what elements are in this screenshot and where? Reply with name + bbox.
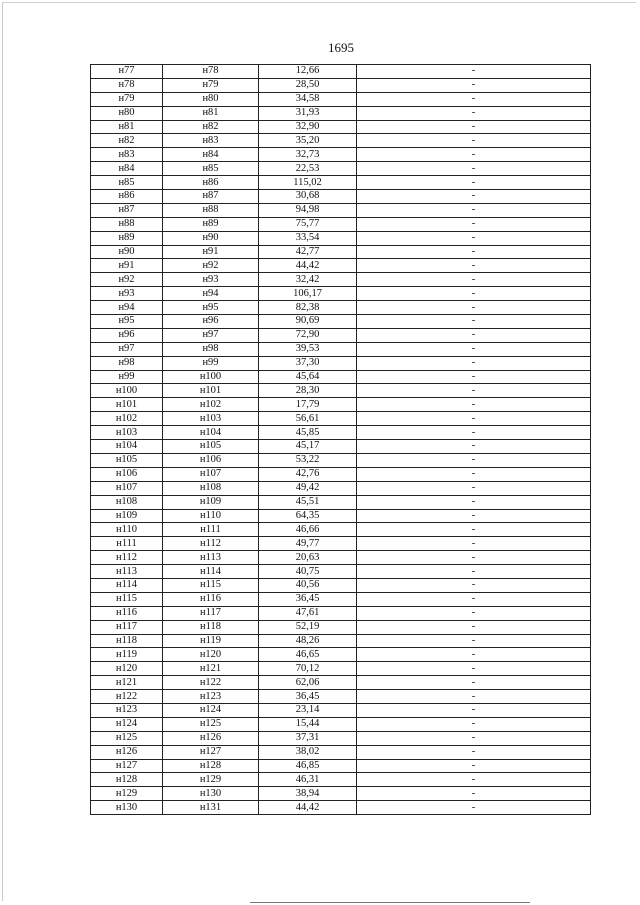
table-row (91, 759, 591, 773)
from-point-cell: н79 (91, 92, 163, 106)
from-point-cell: н125 (91, 731, 163, 745)
from-point-cell: н118 (91, 634, 163, 648)
length-cell: 115,02 (259, 176, 357, 190)
to-point-cell: н84 (163, 148, 259, 162)
length-cell: 30,68 (259, 190, 357, 204)
to-point-cell: н100 (163, 370, 259, 384)
table-row (91, 495, 591, 509)
note-cell: - (357, 467, 591, 481)
note-cell: - (357, 148, 591, 162)
note-cell: - (357, 787, 591, 801)
from-point-cell: н96 (91, 328, 163, 342)
table-row (91, 301, 591, 315)
from-point-cell: н124 (91, 717, 163, 731)
length-cell: 40,56 (259, 578, 357, 592)
note-cell: - (357, 65, 591, 79)
length-cell: 45,51 (259, 495, 357, 509)
table-row (91, 273, 591, 287)
from-point-cell: н116 (91, 606, 163, 620)
to-point-cell: н119 (163, 634, 259, 648)
to-point-cell: н78 (163, 65, 259, 79)
from-point-cell: н129 (91, 787, 163, 801)
table-row (91, 537, 591, 551)
table-row (91, 426, 591, 440)
to-point-cell: н94 (163, 287, 259, 301)
length-cell: 32,90 (259, 120, 357, 134)
note-cell: - (357, 426, 591, 440)
to-point-cell: н109 (163, 495, 259, 509)
from-point-cell: н128 (91, 773, 163, 787)
from-point-cell: н126 (91, 745, 163, 759)
length-cell: 37,30 (259, 356, 357, 370)
table-row (91, 745, 591, 759)
page-number: 1695 (328, 40, 354, 55)
to-point-cell: н114 (163, 565, 259, 579)
note-cell: - (357, 662, 591, 676)
note-cell: - (357, 620, 591, 634)
length-cell: 34,58 (259, 92, 357, 106)
table-row (91, 648, 591, 662)
note-cell: - (357, 190, 591, 204)
footer-line (250, 902, 530, 903)
table-row (91, 162, 591, 176)
table-row (91, 134, 591, 148)
from-point-cell: н117 (91, 620, 163, 634)
from-point-cell: н78 (91, 78, 163, 92)
from-point-cell: н103 (91, 426, 163, 440)
to-point-cell: н123 (163, 690, 259, 704)
note-cell: - (357, 578, 591, 592)
length-cell: 36,45 (259, 592, 357, 606)
table-row (91, 203, 591, 217)
note-cell: - (357, 162, 591, 176)
table-row (91, 412, 591, 426)
length-cell: 82,38 (259, 301, 357, 315)
note-cell: - (357, 259, 591, 273)
note-cell: - (357, 606, 591, 620)
note-cell: - (357, 731, 591, 745)
to-point-cell: н117 (163, 606, 259, 620)
from-point-cell: н92 (91, 273, 163, 287)
from-point-cell: н90 (91, 245, 163, 259)
note-cell: - (357, 398, 591, 412)
table-row (91, 467, 591, 481)
from-point-cell: н95 (91, 315, 163, 329)
table-row (91, 245, 591, 259)
table-row (91, 787, 591, 801)
length-cell: 42,76 (259, 467, 357, 481)
from-point-cell: н104 (91, 440, 163, 454)
note-cell: - (357, 342, 591, 356)
length-cell: 32,42 (259, 273, 357, 287)
to-point-cell: н93 (163, 273, 259, 287)
to-point-cell: н107 (163, 467, 259, 481)
length-cell: 42,77 (259, 245, 357, 259)
from-point-cell: н99 (91, 370, 163, 384)
to-point-cell: н126 (163, 731, 259, 745)
table-row (91, 370, 591, 384)
note-cell: - (357, 328, 591, 342)
note-cell: - (357, 676, 591, 690)
to-point-cell: н85 (163, 162, 259, 176)
length-cell: 106,17 (259, 287, 357, 301)
note-cell: - (357, 134, 591, 148)
length-cell: 38,94 (259, 787, 357, 801)
length-cell: 94,98 (259, 203, 357, 217)
length-cell: 37,31 (259, 731, 357, 745)
note-cell: - (357, 315, 591, 329)
to-point-cell: н124 (163, 703, 259, 717)
note-cell: - (357, 773, 591, 787)
length-cell: 38,02 (259, 745, 357, 759)
table-row (91, 509, 591, 523)
from-point-cell: н106 (91, 467, 163, 481)
note-cell: - (357, 384, 591, 398)
table-row (91, 578, 591, 592)
from-point-cell: н113 (91, 565, 163, 579)
to-point-cell: н83 (163, 134, 259, 148)
table-row (91, 106, 591, 120)
length-cell: 15,44 (259, 717, 357, 731)
length-cell: 45,64 (259, 370, 357, 384)
to-point-cell: н104 (163, 426, 259, 440)
to-point-cell: н118 (163, 620, 259, 634)
table-row (91, 384, 591, 398)
note-cell: - (357, 648, 591, 662)
table-row (91, 440, 591, 454)
coordinates-table (90, 64, 591, 815)
to-point-cell: н113 (163, 551, 259, 565)
to-point-cell: н111 (163, 523, 259, 537)
length-cell: 49,77 (259, 537, 357, 551)
length-cell: 46,85 (259, 759, 357, 773)
note-cell: - (357, 717, 591, 731)
from-point-cell: н107 (91, 481, 163, 495)
from-point-cell: н119 (91, 648, 163, 662)
length-cell: 72,90 (259, 328, 357, 342)
length-cell: 32,73 (259, 148, 357, 162)
note-cell: - (357, 801, 591, 815)
note-cell: - (357, 592, 591, 606)
table-body (91, 65, 591, 815)
table-row (91, 690, 591, 704)
length-cell: 52,19 (259, 620, 357, 634)
table-row (91, 120, 591, 134)
length-cell: 44,42 (259, 259, 357, 273)
length-cell: 64,35 (259, 509, 357, 523)
to-point-cell: н130 (163, 787, 259, 801)
to-point-cell: н89 (163, 217, 259, 231)
table-row (91, 176, 591, 190)
to-point-cell: н81 (163, 106, 259, 120)
to-point-cell: н92 (163, 259, 259, 273)
from-point-cell: н83 (91, 148, 163, 162)
from-point-cell: н82 (91, 134, 163, 148)
to-point-cell: н106 (163, 453, 259, 467)
to-point-cell: н116 (163, 592, 259, 606)
from-point-cell: н122 (91, 690, 163, 704)
table-row (91, 676, 591, 690)
from-point-cell: н115 (91, 592, 163, 606)
length-cell: 20,63 (259, 551, 357, 565)
from-point-cell: н88 (91, 217, 163, 231)
note-cell: - (357, 176, 591, 190)
note-cell: - (357, 551, 591, 565)
from-point-cell: н123 (91, 703, 163, 717)
note-cell: - (357, 495, 591, 509)
from-point-cell: н114 (91, 578, 163, 592)
to-point-cell: н82 (163, 120, 259, 134)
to-point-cell: н90 (163, 231, 259, 245)
to-point-cell: н129 (163, 773, 259, 787)
from-point-cell: н121 (91, 676, 163, 690)
from-point-cell: н84 (91, 162, 163, 176)
from-point-cell: н89 (91, 231, 163, 245)
note-cell: - (357, 690, 591, 704)
note-cell: - (357, 356, 591, 370)
note-cell: - (357, 759, 591, 773)
from-point-cell: н98 (91, 356, 163, 370)
length-cell: 56,61 (259, 412, 357, 426)
note-cell: - (357, 273, 591, 287)
note-cell: - (357, 440, 591, 454)
table-row (91, 634, 591, 648)
to-point-cell: н103 (163, 412, 259, 426)
note-cell: - (357, 453, 591, 467)
length-cell: 90,69 (259, 315, 357, 329)
from-point-cell: н110 (91, 523, 163, 537)
length-cell: 44,42 (259, 801, 357, 815)
length-cell: 36,45 (259, 690, 357, 704)
note-cell: - (357, 287, 591, 301)
to-point-cell: н95 (163, 301, 259, 315)
from-point-cell: н108 (91, 495, 163, 509)
length-cell: 46,65 (259, 648, 357, 662)
note-cell: - (357, 481, 591, 495)
length-cell: 47,61 (259, 606, 357, 620)
to-point-cell: н110 (163, 509, 259, 523)
note-cell: - (357, 92, 591, 106)
table-row (91, 565, 591, 579)
from-point-cell: н80 (91, 106, 163, 120)
to-point-cell: н88 (163, 203, 259, 217)
length-cell: 46,31 (259, 773, 357, 787)
to-point-cell: н120 (163, 648, 259, 662)
note-cell: - (357, 565, 591, 579)
from-point-cell: н109 (91, 509, 163, 523)
length-cell: 49,42 (259, 481, 357, 495)
from-point-cell: н87 (91, 203, 163, 217)
table-row (91, 287, 591, 301)
length-cell: 46,66 (259, 523, 357, 537)
table-row (91, 453, 591, 467)
table-row (91, 217, 591, 231)
from-point-cell: н101 (91, 398, 163, 412)
to-point-cell: н86 (163, 176, 259, 190)
to-point-cell: н125 (163, 717, 259, 731)
note-cell: - (357, 412, 591, 426)
table-row (91, 717, 591, 731)
from-point-cell: н127 (91, 759, 163, 773)
to-point-cell: н96 (163, 315, 259, 329)
to-point-cell: н91 (163, 245, 259, 259)
from-point-cell: н91 (91, 259, 163, 273)
from-point-cell: н97 (91, 342, 163, 356)
to-point-cell: н101 (163, 384, 259, 398)
note-cell: - (357, 217, 591, 231)
note-cell: - (357, 301, 591, 315)
note-cell: - (357, 120, 591, 134)
length-cell: 12,66 (259, 65, 357, 79)
from-point-cell: н130 (91, 801, 163, 815)
length-cell: 33,54 (259, 231, 357, 245)
table-row (91, 703, 591, 717)
from-point-cell: н105 (91, 453, 163, 467)
to-point-cell: н87 (163, 190, 259, 204)
to-point-cell: н127 (163, 745, 259, 759)
to-point-cell: н131 (163, 801, 259, 815)
length-cell: 48,26 (259, 634, 357, 648)
table-row (91, 231, 591, 245)
to-point-cell: н112 (163, 537, 259, 551)
note-cell: - (357, 203, 591, 217)
length-cell: 22,53 (259, 162, 357, 176)
table-row (91, 731, 591, 745)
to-point-cell: н121 (163, 662, 259, 676)
length-cell: 62,06 (259, 676, 357, 690)
from-point-cell: н112 (91, 551, 163, 565)
table-row (91, 148, 591, 162)
to-point-cell: н115 (163, 578, 259, 592)
note-cell: - (357, 231, 591, 245)
to-point-cell: н99 (163, 356, 259, 370)
table-row (91, 190, 591, 204)
length-cell: 39,53 (259, 342, 357, 356)
table-row (91, 801, 591, 815)
table-row (91, 398, 591, 412)
to-point-cell: н122 (163, 676, 259, 690)
table-row (91, 356, 591, 370)
table-row (91, 342, 591, 356)
length-cell: 31,93 (259, 106, 357, 120)
note-cell: - (357, 523, 591, 537)
to-point-cell: н108 (163, 481, 259, 495)
to-point-cell: н97 (163, 328, 259, 342)
length-cell: 70,12 (259, 662, 357, 676)
table-row (91, 65, 591, 79)
note-cell: - (357, 509, 591, 523)
note-cell: - (357, 703, 591, 717)
to-point-cell: н128 (163, 759, 259, 773)
from-point-cell: н81 (91, 120, 163, 134)
length-cell: 45,85 (259, 426, 357, 440)
from-point-cell: н100 (91, 384, 163, 398)
length-cell: 35,20 (259, 134, 357, 148)
from-point-cell: н94 (91, 301, 163, 315)
length-cell: 28,50 (259, 78, 357, 92)
table-row (91, 606, 591, 620)
table-row (91, 78, 591, 92)
table-row (91, 481, 591, 495)
table-row (91, 592, 591, 606)
table-row (91, 773, 591, 787)
length-cell: 75,77 (259, 217, 357, 231)
from-point-cell: н111 (91, 537, 163, 551)
length-cell: 23,14 (259, 703, 357, 717)
from-point-cell: н85 (91, 176, 163, 190)
from-point-cell: н77 (91, 65, 163, 79)
length-cell: 40,75 (259, 565, 357, 579)
note-cell: - (357, 745, 591, 759)
to-point-cell: н102 (163, 398, 259, 412)
from-point-cell: н120 (91, 662, 163, 676)
note-cell: - (357, 370, 591, 384)
note-cell: - (357, 245, 591, 259)
length-cell: 45,17 (259, 440, 357, 454)
table-row (91, 523, 591, 537)
length-cell: 53,22 (259, 453, 357, 467)
length-cell: 28,30 (259, 384, 357, 398)
to-point-cell: н105 (163, 440, 259, 454)
note-cell: - (357, 537, 591, 551)
table-row (91, 328, 591, 342)
to-point-cell: н98 (163, 342, 259, 356)
table-row (91, 92, 591, 106)
table-row (91, 315, 591, 329)
from-point-cell: н86 (91, 190, 163, 204)
note-cell: - (357, 78, 591, 92)
table-row (91, 662, 591, 676)
to-point-cell: н79 (163, 78, 259, 92)
length-cell: 17,79 (259, 398, 357, 412)
table-row (91, 620, 591, 634)
from-point-cell: н93 (91, 287, 163, 301)
note-cell: - (357, 634, 591, 648)
to-point-cell: н80 (163, 92, 259, 106)
table-row (91, 259, 591, 273)
note-cell: - (357, 106, 591, 120)
from-point-cell: н102 (91, 412, 163, 426)
table-row (91, 551, 591, 565)
